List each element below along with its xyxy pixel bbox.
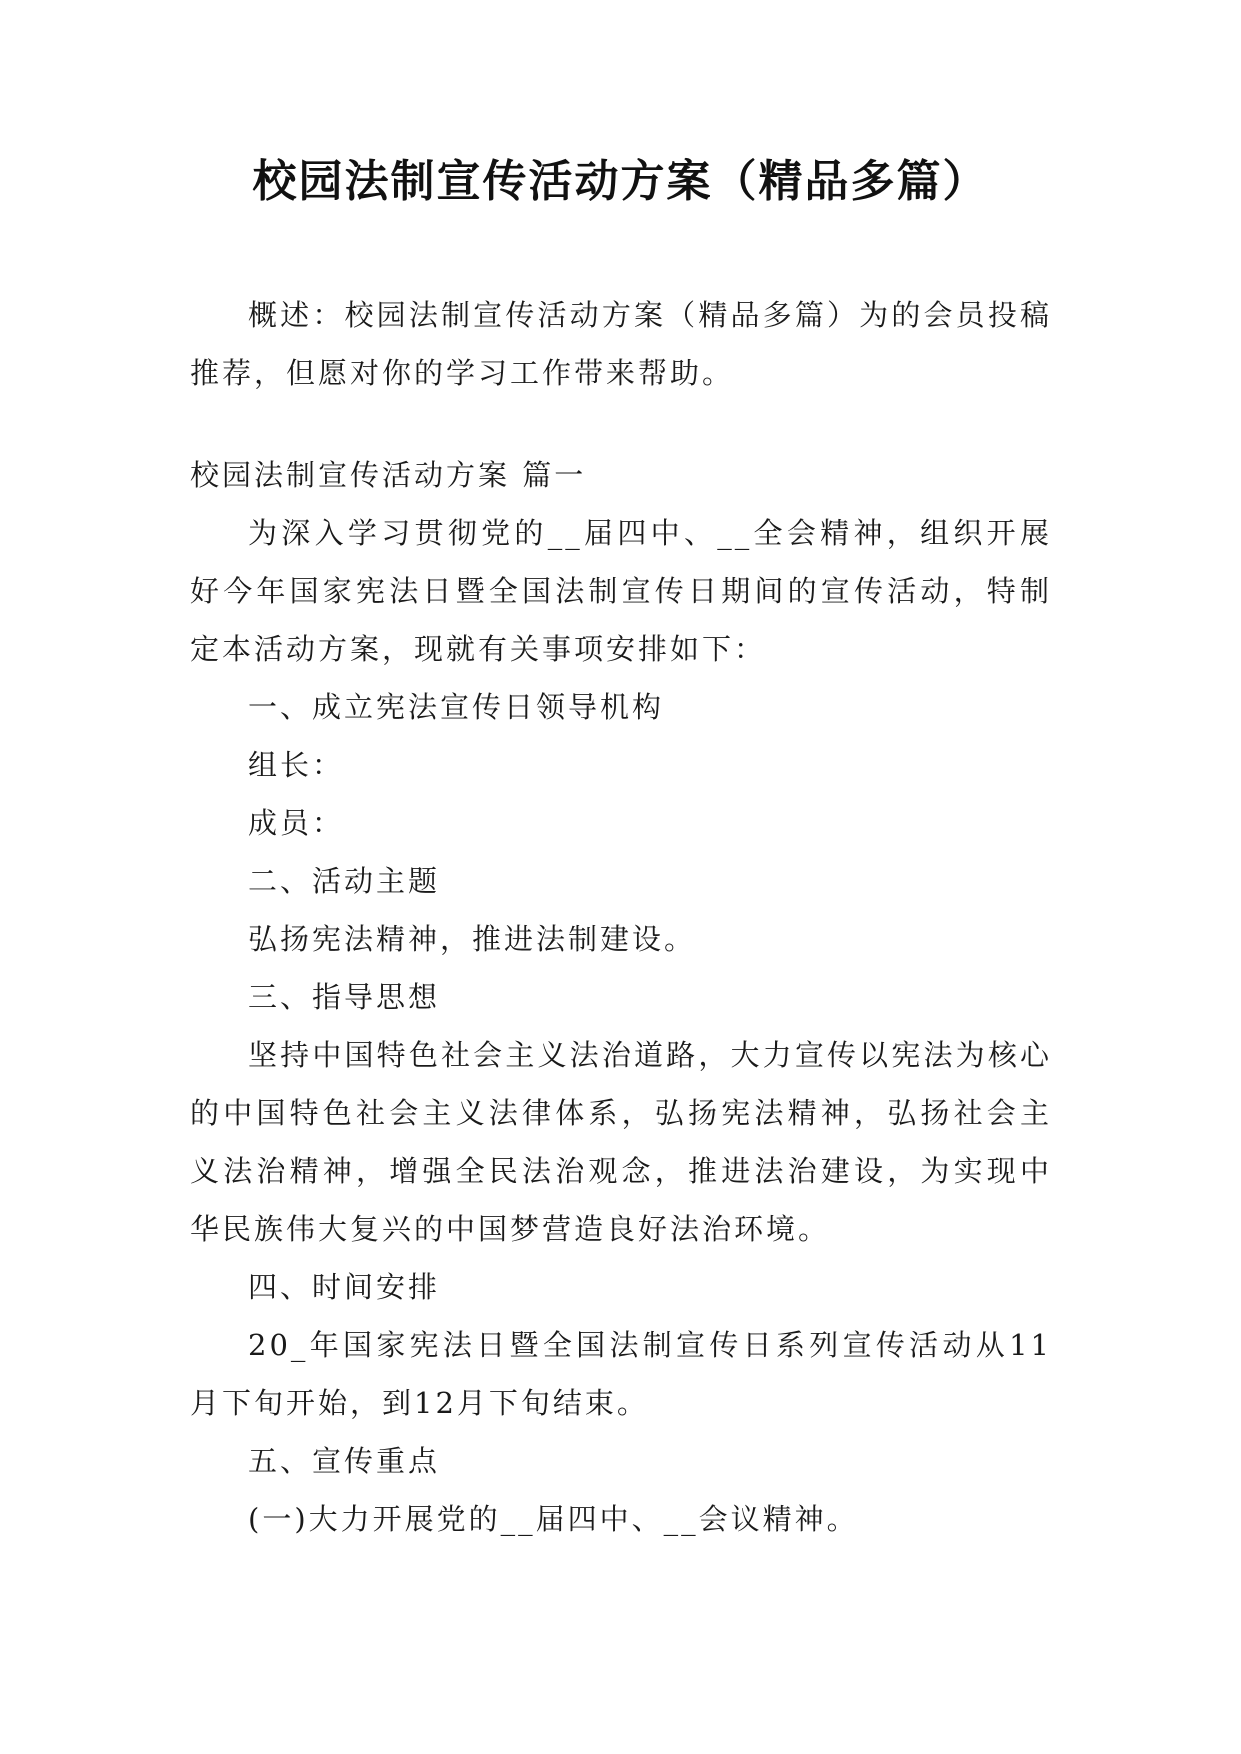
heading-guidance: 三、指导思想 <box>248 980 441 1014</box>
section-heading: 校园法制宣传活动方案 篇一 <box>190 458 587 492</box>
line-leader: 组长： <box>248 748 345 782</box>
paragraph-guidance: 坚持中国特色社会主义法治道路，大力宣传以宪法为核心的中国特色社会主义法律体系，弘扬宪法精神，弘扬社会主义法治精神，增强全民法治观念，推进法治建设，为实现中华民族伟大复兴的中国梦营造良好法治环境。 <box>190 1038 1052 1246</box>
paragraph-theme: 弘扬宪法精神，推进法制建设。 <box>248 922 697 956</box>
heading-theme: 二、活动主题 <box>248 864 441 898</box>
paragraph-intro: 为深入学习贯彻党的__届四中、__全会精神，组织开展好今年国家宪法日暨全国法制宣传日期间的宣传活动，特制定本活动方案，现就有关事项安排如下： <box>190 516 1052 666</box>
heading-schedule: 四、时间安排 <box>248 1270 441 1304</box>
heading-focus: 五、宣传重点 <box>248 1444 441 1478</box>
document-title: 校园法制宣传活动方案（精品多篇） <box>252 156 989 207</box>
summary-paragraph: 概述：校园法制宣传活动方案（精品多篇）为的会员投稿推荐，但愿对你的学习工作带来帮助。 <box>190 298 1052 390</box>
line-members: 成员： <box>248 806 345 840</box>
paragraph-schedule: 20_年国家宪法日暨全国法制宣传日系列宣传活动从11月下旬开始，到12月下旬结束。 <box>190 1328 1052 1420</box>
heading-leadership: 一、成立宪法宣传日领导机构 <box>248 690 665 724</box>
paragraph-focus-1: (一)大力开展党的__届四中、__会议精神。 <box>248 1502 859 1536</box>
document-body <box>190 286 1052 1548</box>
paragraph-gap <box>190 402 1052 446</box>
